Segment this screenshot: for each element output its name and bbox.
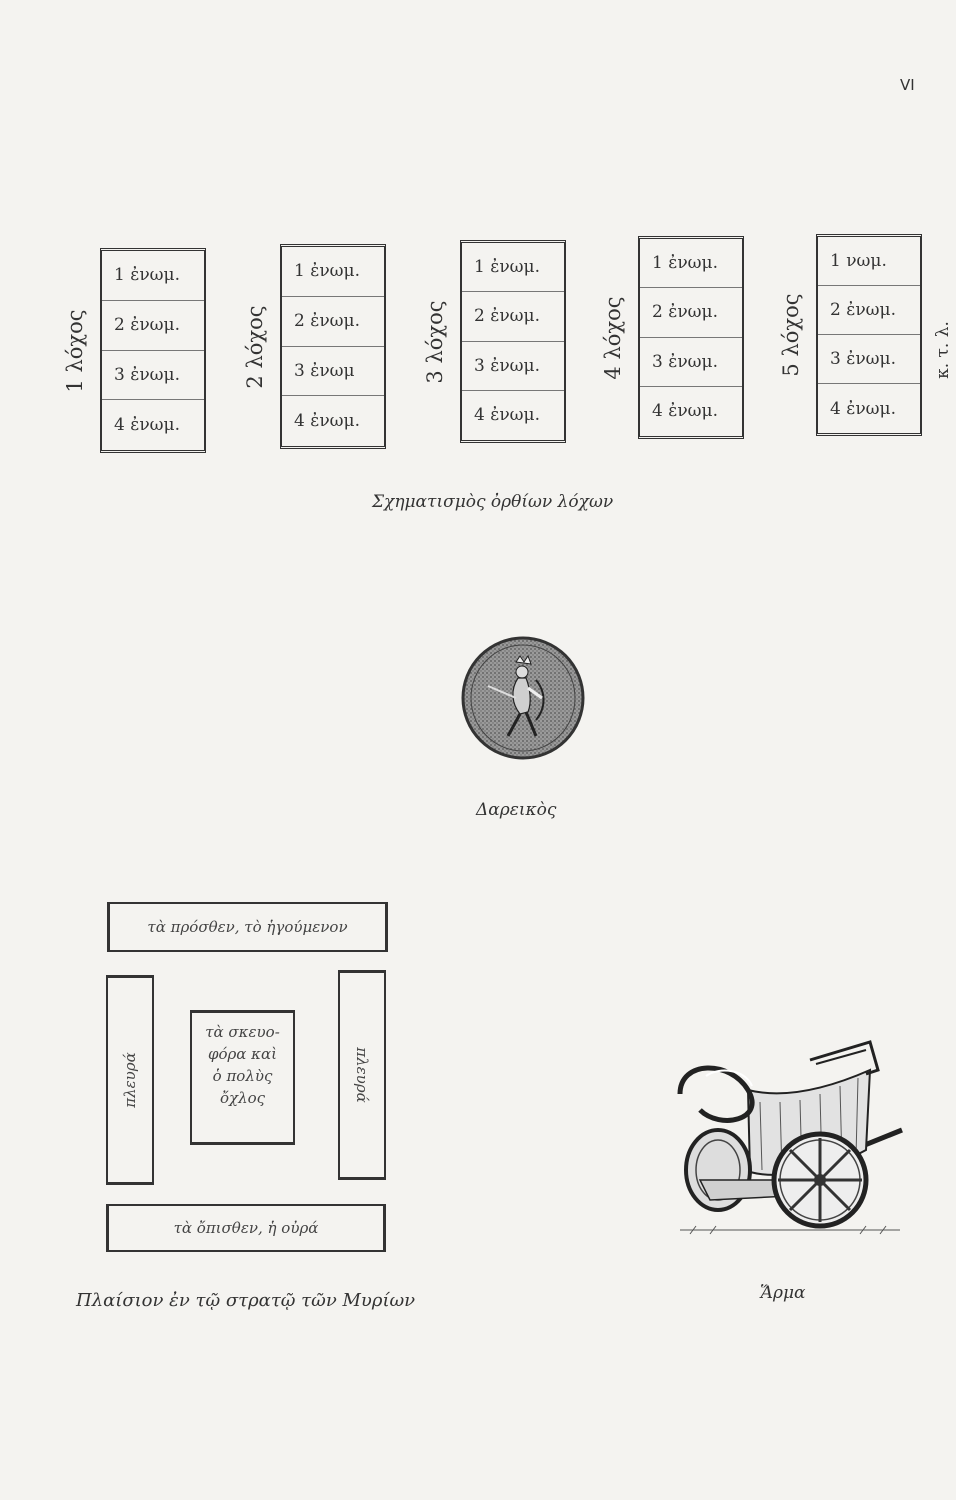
lochos-block	[588, 236, 748, 439]
enomotia-cell: 1 νωμ.	[818, 237, 920, 286]
daric-coin-image	[458, 632, 588, 762]
enomotia-cell: 3 ἐνωμ.	[102, 351, 204, 401]
lochos-label: 4 λόχος	[601, 295, 625, 380]
right-flank-bar	[338, 970, 386, 1180]
enomotia-cell: 1 ἐνωμ.	[462, 243, 564, 292]
enomotia-cell: 3 ἐνωμ	[282, 347, 384, 397]
right-flank-label: πλευρά	[353, 1047, 371, 1103]
baggage-line: τὰ σκευο-	[205, 1023, 280, 1041]
plaision-caption: Πλαίσιον ἐν τῷ στρατῷ τῶν Μυρίων	[76, 1290, 416, 1311]
enomotia-cell: 4 ἐνωμ.	[652, 401, 718, 422]
enomotia-cell: 2 ἐνωμ.	[282, 297, 384, 347]
baggage-line: φόρα καὶ	[207, 1045, 278, 1063]
enomotia-cell: 2 ἐνωμ.	[102, 301, 204, 351]
left-flank-label: πλευρά	[121, 1052, 139, 1108]
enomotia-cell: 3 ἐνωμ.	[640, 338, 742, 387]
enomotia-cell: 1 ἐνωμ.	[102, 251, 204, 301]
front-bar	[107, 902, 388, 952]
enomotia-cell: 4 ἐνωμ.	[114, 415, 180, 436]
enomotia-cell: 3 ἐνωμ.	[462, 342, 564, 391]
lochos-block	[230, 244, 390, 449]
lochos-block	[766, 234, 926, 436]
enomotia-cell: 1 ἐνωμ.	[282, 247, 384, 297]
front-label: τὰ πρόσθεν, τὸ ἡγούμενον	[147, 918, 348, 936]
coin-caption: Δαρεικὸς	[476, 800, 557, 820]
lochos-label: 2 λόχος	[243, 304, 267, 389]
enomotia-cell: 4 ἐνωμ.	[294, 411, 360, 432]
lochoi-caption: Σχηματισμὸς ὀρθίων λόχων	[372, 492, 614, 512]
chariot-image	[670, 1030, 910, 1245]
lochos-label: 1 λόχος	[63, 308, 87, 393]
continuation-text: κ. τ. λ.	[933, 321, 953, 379]
enomotia-cell: 1 ἐνωμ.	[640, 239, 742, 288]
lochos-block	[50, 248, 210, 453]
continuation-mark	[928, 300, 956, 400]
lochos-label: 5 λόχος	[779, 293, 803, 377]
rear-label: τὰ ὄπισθεν, ἡ οὐρά	[173, 1219, 319, 1237]
enomotia-cell: 3 ἐνωμ.	[818, 335, 920, 384]
lochos-label: 3 λόχος	[423, 299, 447, 384]
enomotia-cell: 2 ἐνωμ.	[640, 288, 742, 337]
baggage-box	[190, 1010, 295, 1145]
baggage-line: ὁ πολὺς	[212, 1067, 273, 1085]
rear-bar	[106, 1204, 386, 1252]
lochos-block	[410, 240, 570, 443]
enomotia-cell: 2 ἐνωμ.	[818, 286, 920, 335]
enomotia-cell: 2 ἐνωμ.	[462, 292, 564, 341]
page-number: VI	[900, 76, 915, 94]
chariot-caption: Ἅρμα	[760, 1283, 806, 1303]
enomotia-cell: 4 ἐνωμ.	[474, 405, 540, 426]
left-flank-bar	[106, 975, 154, 1185]
enomotia-cell: 4 ἐνωμ.	[830, 398, 896, 419]
baggage-line: ὄχλος	[219, 1089, 266, 1107]
